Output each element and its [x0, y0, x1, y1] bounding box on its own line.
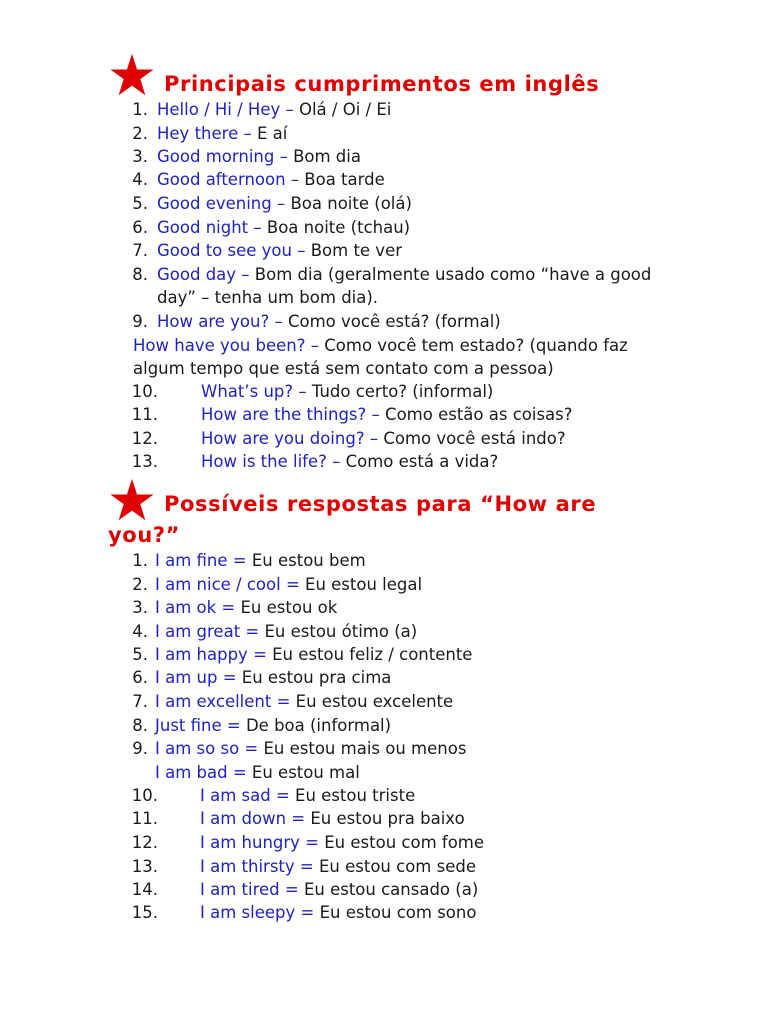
list-item-number: 1.: [132, 551, 148, 570]
list-item: [155, 596, 337, 620]
english-phrase: How have you been? –: [133, 336, 320, 355]
english-phrase: How are the things? –: [201, 405, 380, 424]
list-item: [157, 145, 361, 169]
list-item-number: 7.: [132, 692, 148, 711]
list-item-number: 13.: [131, 857, 158, 876]
portuguese-translation: Eu estou pra cima: [236, 668, 392, 687]
list-item: [200, 807, 465, 831]
list-item-number: 5.: [132, 194, 148, 213]
list-item-number: 12.: [131, 429, 158, 448]
list-item: [157, 310, 501, 334]
english-phrase: I am bad =: [155, 763, 247, 782]
portuguese-translation: De boa (informal): [240, 716, 392, 735]
list-item-number: 3.: [132, 147, 148, 166]
portuguese-translation: Eu estou excelente: [290, 692, 454, 711]
list-item: [155, 714, 391, 738]
section-title-greetings: Principais cumprimentos em inglês: [164, 72, 600, 96]
list-item: [155, 573, 422, 597]
english-phrase: I am tired =: [200, 880, 299, 899]
english-phrase: I am excellent =: [155, 692, 291, 711]
english-phrase: I am ok =: [155, 598, 236, 617]
red-star-icon: [109, 52, 155, 98]
portuguese-translation: Como você está indo?: [378, 429, 566, 448]
list-item-number: 5.: [132, 645, 148, 664]
portuguese-translation: Tudo certo? (informal): [306, 382, 494, 401]
portuguese-translation: Eu estou pra baixo: [305, 809, 465, 828]
list-item: [157, 216, 410, 240]
portuguese-translation: Eu estou com sono: [314, 903, 477, 922]
list-item-number: 8.: [132, 265, 148, 284]
portuguese-translation: Eu estou com sede: [313, 857, 476, 876]
portuguese-translation: Eu estou triste: [289, 786, 416, 805]
red-star-icon: [109, 477, 155, 523]
list-item-number: 1.: [132, 100, 148, 119]
list-item: [200, 831, 484, 855]
list-item-number: 15.: [131, 903, 158, 922]
english-phrase: Good afternoon –: [157, 170, 300, 189]
portuguese-translation-cont: day” – tenha um bom dia).: [157, 288, 379, 307]
english-phrase: I am sleepy =: [200, 903, 315, 922]
portuguese-translation: Eu estou feliz / contente: [266, 645, 473, 664]
english-phrase: Good evening –: [157, 194, 286, 213]
portuguese-translation: Como você tem estado? (quando faz: [319, 336, 628, 355]
english-phrase: How are you? –: [157, 312, 283, 331]
portuguese-translation: Bom te ver: [305, 241, 403, 260]
english-phrase: Hey there –: [157, 124, 252, 143]
portuguese-translation: Como está a vida?: [340, 452, 499, 471]
english-phrase: I am nice / cool =: [155, 575, 300, 594]
list-item-number: 3.: [132, 598, 148, 617]
list-item: [155, 620, 417, 644]
list-item-number: 11.: [131, 405, 158, 424]
english-phrase: I am fine =: [155, 551, 247, 570]
english-phrase: Good morning –: [157, 147, 288, 166]
list-item-number: 10.: [131, 786, 158, 805]
list-item: [155, 666, 391, 690]
list-item: [157, 168, 385, 192]
list-item-number: 9.: [132, 312, 148, 331]
english-phrase: Just fine =: [155, 716, 241, 735]
list-item-number: 4.: [132, 170, 148, 189]
english-phrase: I am sad =: [200, 786, 290, 805]
english-phrase: I am up =: [155, 668, 237, 687]
list-item: [200, 901, 476, 925]
list-item-number: 9.: [132, 739, 148, 758]
list-item-number: 6.: [132, 668, 148, 687]
section-title-responses-cont: you?”: [108, 523, 181, 547]
portuguese-translation-cont: algum tempo que está sem contato com a pessoa): [133, 359, 554, 378]
list-item: [200, 784, 415, 808]
section-title-responses: Possíveis respostas para “How are: [164, 492, 597, 516]
list-item-number: 8.: [132, 716, 148, 735]
list-item: [201, 380, 493, 404]
list-item-number: 4.: [132, 622, 148, 641]
list-item: [157, 98, 391, 122]
portuguese-translation: Olá / Oi / Ei: [293, 100, 392, 119]
list-item-number: 2.: [132, 124, 148, 143]
english-phrase: Good night –: [157, 218, 262, 237]
english-phrase: What’s up? –: [201, 382, 307, 401]
english-phrase: I am thirsty =: [200, 857, 314, 876]
portuguese-translation: E aí: [251, 124, 288, 143]
list-item: [155, 643, 472, 667]
portuguese-translation: Boa tarde: [299, 170, 385, 189]
english-phrase: I am great =: [155, 622, 260, 641]
list-item: [157, 192, 412, 216]
portuguese-translation: Eu estou mal: [246, 763, 360, 782]
list-item: [155, 761, 360, 785]
portuguese-translation: Bom dia (geralmente usado como “have a good: [249, 265, 652, 284]
list-item-number: 14.: [131, 880, 158, 899]
list-item: [201, 427, 566, 451]
portuguese-translation: Bom dia: [287, 147, 361, 166]
portuguese-translation: Eu estou ok: [235, 598, 338, 617]
list-item-number: 11.: [131, 809, 158, 828]
list-item: [155, 737, 466, 761]
list-item-number: 13.: [131, 452, 158, 471]
list-item: [200, 878, 478, 902]
portuguese-translation: Eu estou cansado (a): [298, 880, 479, 899]
list-item: [155, 690, 453, 714]
list-item: [155, 549, 366, 573]
list-item: [201, 403, 573, 427]
english-phrase: Hello / Hi / Hey –: [157, 100, 294, 119]
english-phrase: Good day –: [157, 265, 250, 284]
portuguese-translation: Eu estou mais ou menos: [258, 739, 467, 758]
list-item-number: 6.: [132, 218, 148, 237]
english-phrase: I am happy =: [155, 645, 267, 664]
list-item: [157, 263, 651, 287]
list-item: [157, 122, 287, 146]
english-phrase: Good to see you –: [157, 241, 306, 260]
portuguese-translation: Eu estou legal: [299, 575, 423, 594]
english-phrase: I am down =: [200, 809, 306, 828]
english-phrase: I am hungry =: [200, 833, 320, 852]
english-phrase: I am so so =: [155, 739, 259, 758]
list-item: [157, 239, 402, 263]
portuguese-translation: Eu estou ótimo (a): [259, 622, 418, 641]
portuguese-translation: Boa noite (tchau): [261, 218, 411, 237]
list-item: [201, 450, 498, 474]
list-item: [200, 855, 476, 879]
portuguese-translation: Boa noite (olá): [285, 194, 412, 213]
list-item-number: 12.: [131, 833, 158, 852]
portuguese-translation: Eu estou bem: [246, 551, 366, 570]
list-item-number: 2.: [132, 575, 148, 594]
english-phrase: How is the life? –: [201, 452, 341, 471]
list-item-number: 7.: [132, 241, 148, 260]
list-item: [133, 334, 628, 358]
portuguese-translation: Como estão as coisas?: [379, 405, 573, 424]
english-phrase: How are you doing? –: [201, 429, 379, 448]
portuguese-translation: Como você está? (formal): [282, 312, 501, 331]
list-item-number: 10.: [131, 382, 158, 401]
portuguese-translation: Eu estou com fome: [319, 833, 485, 852]
